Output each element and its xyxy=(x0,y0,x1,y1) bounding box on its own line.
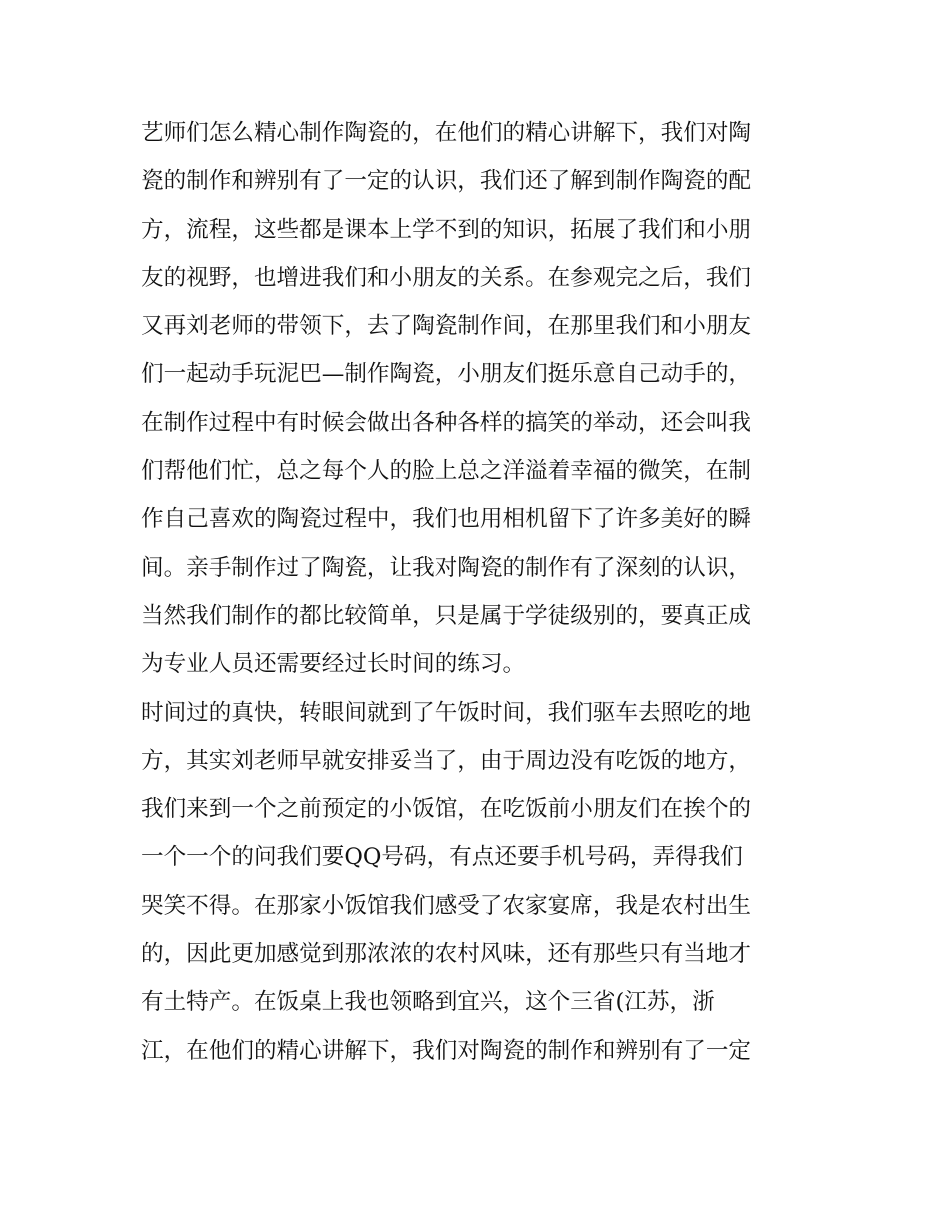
text-line: 时间过的真快，转眼间就到了午饭时间，我们驱车去照吃的地 xyxy=(141,699,752,726)
text-line: 艺师们怎么精心制作陶瓷的，在他们的精心讲解下，我们对陶 xyxy=(141,120,752,146)
text-line: 的，因此更加感觉到那浓浓的农村风味，还有那些只有当地才 xyxy=(141,941,752,968)
text-line: 作自己喜欢的陶瓷过程中，我们也用相机留下了许多美好的瞬 xyxy=(141,506,752,533)
text-line: 在制作过程中有时候会做出各种各样的搞笑的举动，还会叫我 xyxy=(141,409,752,436)
text-line: 有土特产。在饭桌上我也领略到宜兴，这个三省(江苏，浙 xyxy=(141,989,715,1016)
text-line: 友的视野，也增进我们和小朋友的关系。在参观完之后，我们 xyxy=(141,264,752,291)
text-line: 又再刘老师的带领下，去了陶瓷制作间，在那里我们和小朋友 xyxy=(141,313,752,340)
body-text xyxy=(141,109,821,1075)
text-line: 为专业人员还需要经过长时间的练习。 xyxy=(141,651,526,678)
text-line: 瓷的制作和辨别有了一定的认识，我们还了解到制作陶瓷的配 xyxy=(141,168,752,195)
text-line: 间。亲手制作过了陶瓷，让我对陶瓷的制作有了深刻的认识， xyxy=(141,554,752,581)
text-line: 方，流程，这些都是课本上学不到的知识，拓展了我们和小朋 xyxy=(141,216,752,243)
text-line: 我们来到一个之前预定的小饭馆，在吃饭前小朋友们在挨个的 xyxy=(141,796,752,823)
text-line: 们一起动手玩泥巴—制作陶瓷，小朋友们挺乐意自己动手的， xyxy=(141,361,752,388)
text-line: 哭笑不得。在那家小饭馆我们感受了农家宴席，我是农村出生 xyxy=(141,892,752,919)
text-line: 们帮他们忙，总之每个人的脸上总之洋溢着幸福的微笑，在制 xyxy=(141,458,752,485)
text-line: 当然我们制作的都比较简单，只是属于学徒级别的，要真正成 xyxy=(141,602,752,629)
text-line: 江，在他们的精心讲解下，我们对陶瓷的制作和辨别有了一定 xyxy=(141,1037,752,1064)
text-line: 方，其实刘老师早就安排妥当了，由于周边没有吃饭的地方， xyxy=(141,747,752,774)
text-line: 一个一个的问我们要QQ号码，有点还要手机号码，弄得我们 xyxy=(141,844,743,871)
